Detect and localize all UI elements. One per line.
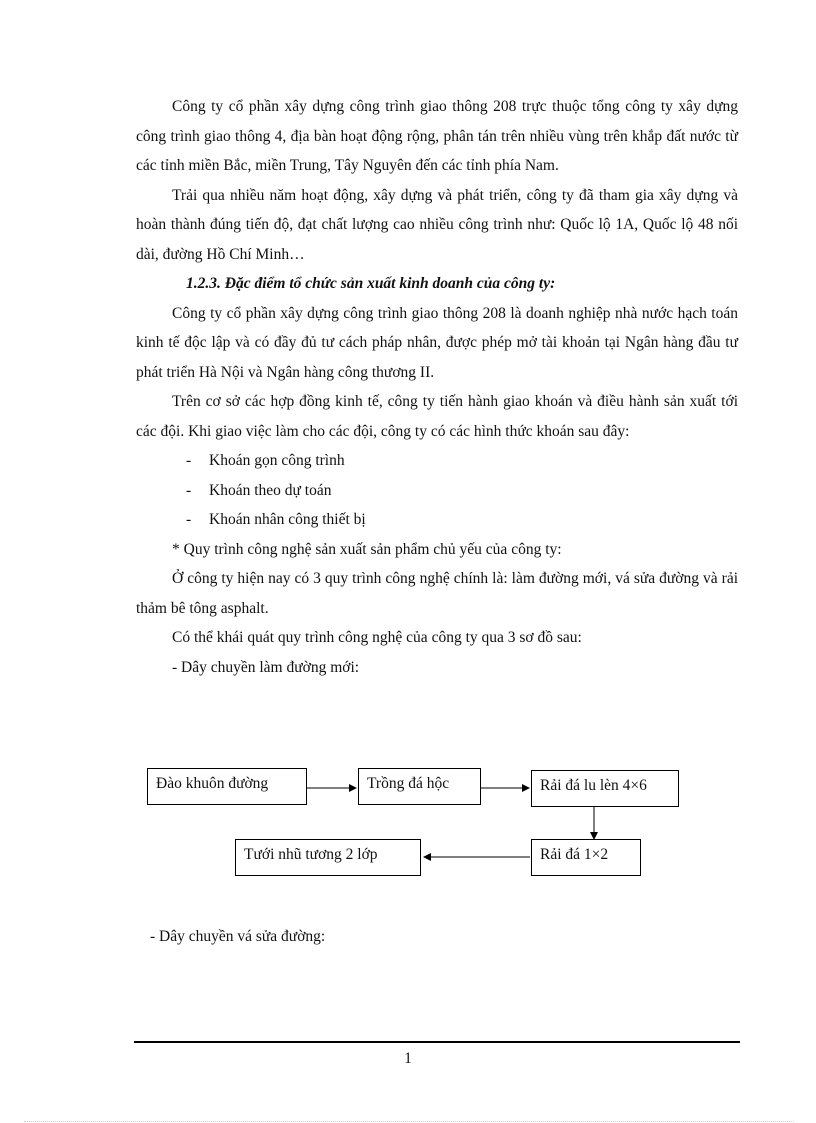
list-item: - Khoán theo dự toán bbox=[186, 481, 332, 499]
paragraph-processes: Ở công ty hiện nay có 3 quy trình công nghệ chính là: làm đường mới, vá sửa đường và rải thảm bê tông asphalt. bbox=[136, 570, 738, 617]
paragraph-enterprise: Công ty cổ phần xây dựng công trình giao thông 208 là doanh nghiệp nhà nước hạch toán kinh tế độc lập và có đầy đủ tư cách pháp nhân, được phép mở tài khoản tại Ngân hàng đầu tư phát triển Hà Nội và Ngân hàng công thương II. bbox=[136, 304, 738, 381]
page-edge-dotted bbox=[24, 1121, 794, 1122]
paragraph-company-intro: Công ty cổ phần xây dựng công trình giao thông 208 trực thuộc tổng công ty xây dựng công trình giao thông 4, địa bàn hoạt động rộng, phân tán trên nhiều vùng trên khắp đất nước từ các tỉnh miền Bắc, miền Trung, Tây Nguyên đến các tỉnh phía Nam. bbox=[136, 98, 738, 174]
paragraph-history: Trải qua nhiều năm hoạt động, xây dựng và phát triển, công ty đã tham gia xây dựng và hoàn thành đúng tiến độ, đạt chất lượng cao nhiều công trình như: Quốc lộ 1A, Quốc lộ 48 nối dài, đường Hồ Chí Minh… bbox=[136, 186, 738, 263]
footer-rule bbox=[134, 1041, 740, 1043]
flow-step-tuoi-nhu-tuong: Tưới nhũ tương 2 lớp bbox=[235, 839, 421, 876]
line2-label: - Dây chuyền vá sửa đường: bbox=[150, 928, 326, 945]
flow-step-dao-khuon-duong: Đào khuôn đường bbox=[147, 768, 307, 805]
paragraph-contracts: Trên cơ sở các hợp đồng kinh tế, công ty tiến hành giao khoán và điều hành sản xuất tới các đội. Khi giao việc làm cho các đội, công ty có các hình thức khoán sau đây: bbox=[136, 393, 738, 440]
section-heading: 1.2.3. Đặc điểm tổ chức sản xuất kinh doanh của công ty: bbox=[186, 275, 556, 292]
flow-step-rai-da-1x2: Rải đá 1×2 bbox=[531, 839, 641, 876]
flow-step-rai-da-4x6: Rải đá lu lèn 4×6 bbox=[531, 770, 679, 807]
paragraph-diagram-intro: Có thể khái quát quy trình công nghệ của công ty qua 3 sơ đồ sau: bbox=[172, 629, 582, 646]
page-number: 1 bbox=[404, 1050, 412, 1067]
list-item: - Khoán nhân công thiết bị bbox=[186, 511, 366, 528]
line1-label: - Dây chuyền làm đường mới: bbox=[172, 658, 360, 676]
list-item: - Khoán gọn công trình bbox=[186, 452, 345, 469]
process-title: * Quy trình công nghệ sản xuất sản phẩm chủ yếu của công ty: bbox=[172, 540, 562, 558]
flow-step-trong-da-hoc: Trồng đá hộc bbox=[358, 768, 481, 805]
